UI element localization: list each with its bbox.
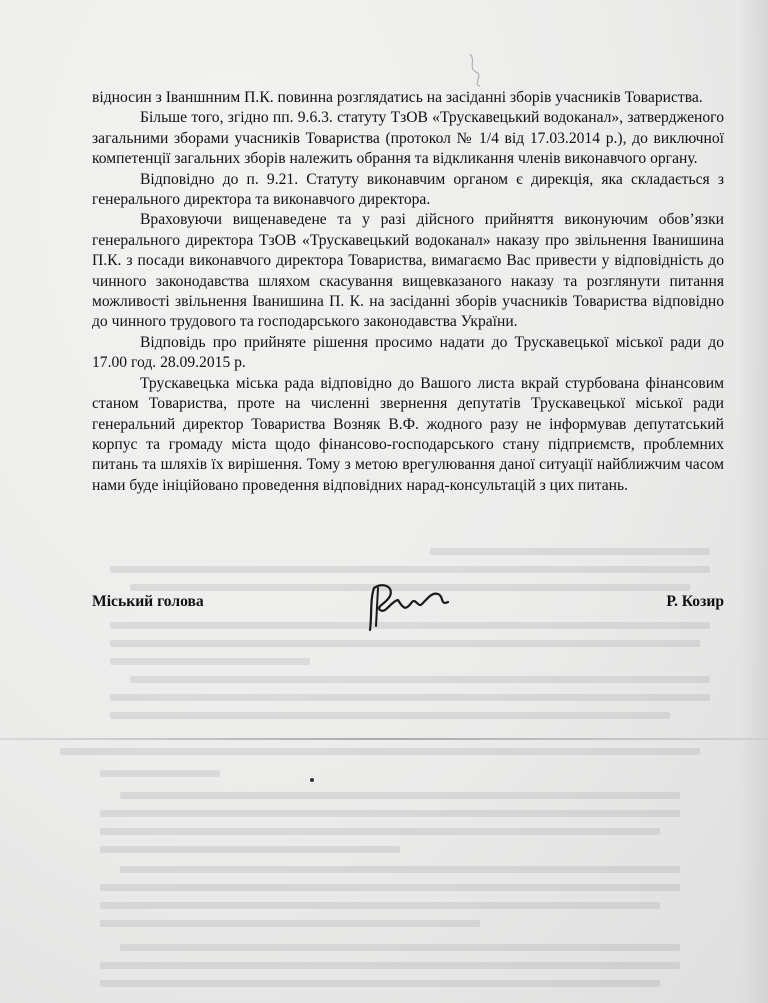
paragraph-4: Враховуючи вищенаведене та у разі дійсного прийняття виконуючим обов’язки генерального директора ТзОВ «Трускавецький водоканал» наказу про звільнення Іванишина П.К. з посади виконавчого директора Товариства, вимагаємо Вас привести у відповідність до чинного законодавства шляхом скасування вищевказаного наказу та розглянути питання можливості звільнення Іванишина П. К. на засіданні зборів учасників Товариства відповідно до чинного трудового та господарського законодавства України. xyxy=(92,211,724,331)
signature-block xyxy=(92,590,724,630)
signer-name: Р. Козир xyxy=(666,593,724,610)
ink-dot xyxy=(310,778,314,782)
paragraph-5: Відповідь про прийняте рішення просимо надати до Трускавецької міської ради до 17.00 год. 28.09.2015 р. xyxy=(92,333,724,372)
signature-icon xyxy=(360,580,470,635)
paragraph-6: Трускавецька міська рада відповідно до Вашого листа вкрай стурбована фінансовим станом Товариства, проте на численні звернення депутатів Трускавецької міської ради генеральний директор Товариства Возняк В.Ф. жодного разу не інформував депутатський корпус та громаду міста щодо фінансово-господарського стану підприємств, проблемних питань та шляхів їх вирішення. Тому з метою врегулювання даної ситуації найближчим часом нами буде ініційовано проведення відповідних нарад-консультацій з цих питань. xyxy=(92,374,724,494)
signer-title: Міський голова xyxy=(92,593,204,610)
paragraph-1: відносин з Іваншнним П.К. повинна розглядатись на засіданні зборів учасників Товариства. xyxy=(92,89,703,106)
pen-mark-icon xyxy=(462,50,492,90)
paper-fold-line xyxy=(0,738,768,740)
letter-body xyxy=(92,88,724,496)
paragraph-2: Більше того, згідно пп. 9.6.3. статуту ТзОВ «Трускавецький водоканал», затвердженого загальними зборами учасників Товариства (протокол № 1/4 від 17.03.2014 р.), до виключної компетенції загальних зборів належить обрання та відкликання членів виконавчого органу. xyxy=(92,109,724,168)
paragraph-3: Відповідно до п. 9.21. Статуту виконавчим органом є дирекція, яка складається з генерального директора та виконавчого директора. xyxy=(92,170,724,209)
paper-edge-shadow xyxy=(740,0,768,1003)
